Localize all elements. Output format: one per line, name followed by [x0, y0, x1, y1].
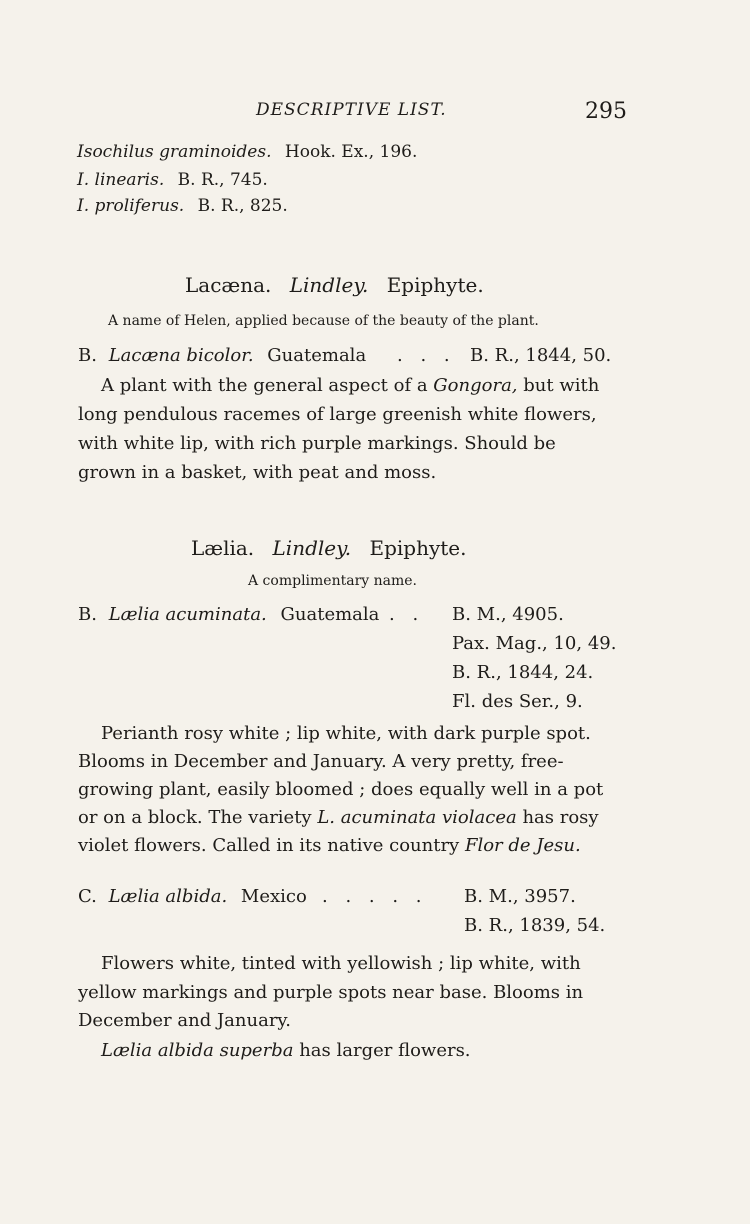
- text-span: violet flowers. Called in its native country: [78, 835, 460, 856]
- description-line: Blooms in December and January. A very pretty, free-: [78, 751, 564, 772]
- text-span: but with: [523, 375, 600, 396]
- etymology-note: A name of Helen, applied because of the beauty of the plant.: [108, 313, 539, 329]
- synonym-line: [77, 196, 288, 216]
- locality: Guatemala: [280, 604, 380, 625]
- species-name: Lælia acuminata.: [108, 604, 267, 625]
- synonym-name: I. proliferus.: [77, 196, 185, 216]
- running-head: DESCRIPTIVE LIST.: [256, 100, 447, 120]
- species-name: Lælia albida.: [108, 886, 228, 907]
- etymology-note: A complimentary name.: [248, 573, 417, 589]
- reference: B. R., 1844, 24.: [452, 662, 594, 683]
- genus-author: Lindley.: [289, 273, 369, 297]
- synonym-reference: B. R., 745.: [177, 170, 268, 190]
- genus-heading-laelia: [191, 536, 466, 560]
- variety-line: [101, 1040, 471, 1061]
- reference: B. M., 4905.: [452, 604, 564, 625]
- species-entry-line: [78, 604, 379, 625]
- synonym-line: [77, 170, 268, 190]
- genus-reference: Gongora,: [433, 375, 518, 396]
- leader-dots: . . .: [397, 345, 456, 366]
- grade-letter: C.: [78, 886, 97, 907]
- description-line: yellow markings and purple spots near base. Blooms in: [78, 982, 584, 1003]
- variety-name: Lælia albida superba: [101, 1040, 294, 1061]
- grade-letter: B.: [78, 345, 97, 366]
- synonym-name: I. linearis.: [77, 170, 165, 190]
- species-name: Lacæna bicolor.: [108, 345, 254, 366]
- genus-heading-lacaena: [185, 273, 484, 297]
- locality: Guatemala: [267, 345, 367, 366]
- text-span: A plant with the general aspect of a: [101, 375, 428, 396]
- description-line: grown in a basket, with peat and moss.: [78, 462, 437, 483]
- description-line: Flowers white, tinted with yellowish ; lip white, with: [101, 953, 581, 974]
- species-entry-line: [78, 886, 307, 907]
- page-number: 295: [585, 99, 627, 124]
- native-name: Flor de Jesu.: [464, 835, 581, 856]
- reference: B. R., 1844, 50.: [470, 345, 612, 366]
- synonym-name: Isochilus graminoides.: [77, 142, 272, 162]
- description-line: [101, 375, 599, 396]
- variety-name: L. acuminata violacea: [317, 807, 517, 828]
- genus-habit: Epiphyte.: [369, 536, 467, 560]
- synonym-reference: B. R., 825.: [197, 196, 288, 216]
- genus-author: Lindley.: [272, 536, 352, 560]
- text-span: or on a block. The variety: [78, 807, 312, 828]
- synonym-line: [77, 142, 417, 162]
- locality: Mexico: [240, 886, 307, 907]
- genus-name: Lælia.: [191, 536, 255, 560]
- description-line: long pendulous racemes of large greenish white flowers,: [78, 404, 597, 425]
- reference: B. R., 1839, 54.: [464, 915, 606, 936]
- description-line: December and January.: [78, 1010, 291, 1031]
- description-line: growing plant, easily bloomed ; does equally well in a pot: [78, 779, 604, 800]
- reference: Fl. des Ser., 9.: [452, 691, 583, 712]
- reference: Pax. Mag., 10, 49.: [452, 633, 617, 654]
- description-line: with white lip, with rich purple markings. Should be: [78, 433, 556, 454]
- reference: B. M., 3957.: [464, 886, 576, 907]
- leader-dots: . . . . .: [322, 886, 428, 907]
- genus-habit: Epiphyte.: [386, 273, 484, 297]
- synonym-reference: Hook. Ex., 196.: [284, 142, 418, 162]
- genus-name: Lacæna.: [185, 273, 272, 297]
- description-line: Perianth rosy white ; lip white, with dark purple spot.: [101, 723, 591, 744]
- leader-dots: . .: [389, 604, 425, 625]
- grade-letter: B.: [78, 604, 97, 625]
- text-span: has larger flowers.: [299, 1040, 471, 1061]
- description-line: [78, 835, 581, 856]
- text-span: has rosy: [522, 807, 599, 828]
- species-entry-line: [78, 345, 366, 366]
- description-line: [78, 807, 599, 828]
